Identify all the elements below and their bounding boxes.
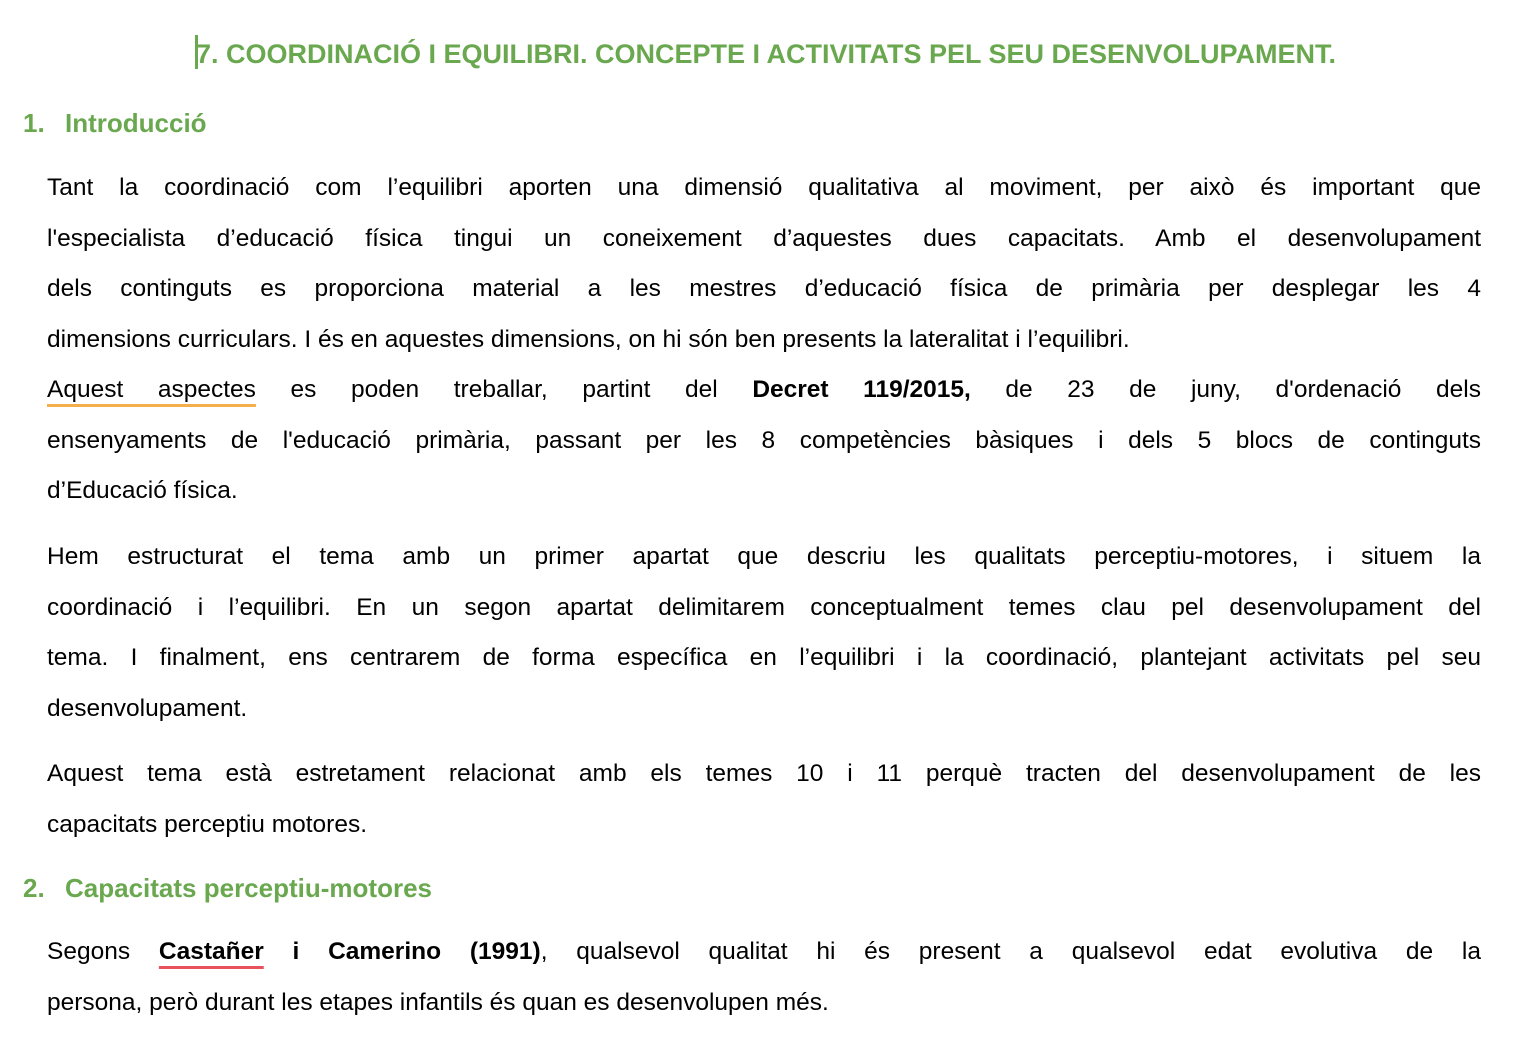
paragraph-intro-4[interactable]	[47, 749, 1481, 850]
text-line: dels continguts es proporciona material a les mestres d’educació física de primària per desplegar les 4	[47, 275, 1481, 303]
section-heading-text: Introducció	[65, 108, 207, 138]
text-line: coordinació i l’equilibri. En un segon apartat delimitarem conceptualment temes clau pel desenvolupament del	[47, 593, 1481, 621]
grammar-flagged-text[interactable]: Aquest aspectes	[47, 376, 256, 403]
text-line	[47, 927, 1481, 978]
decree-reference: Decret 119/2015,	[752, 376, 971, 403]
text-line: desenvolupament.	[47, 694, 248, 722]
document-title-text: 7. COORDINACIÓ I EQUILIBRI. CONCEPTE I ACTIVITATS PEL SEU DESENVOLUPAMENT.	[195, 39, 1337, 69]
text-run: de 23 de juny, d'ordenació dels	[970, 376, 1481, 403]
section-number: 2.	[23, 873, 45, 903]
section-heading-capacitats[interactable]	[23, 870, 432, 906]
section-heading-introduccio[interactable]	[23, 105, 207, 141]
citation-reference: i Camerino (1991)	[263, 938, 541, 965]
section-heading-text: Capacitats perceptiu-motores	[65, 873, 432, 903]
text-line: d’Educació física.	[47, 477, 238, 505]
paragraph-intro-3[interactable]	[47, 532, 1481, 734]
text-run: es poden treballar, partint del	[255, 376, 753, 403]
document-title[interactable]	[0, 32, 1531, 76]
text-line: l'especialista d’educació física tingui un coneixement d’aquestes dues capacitats. Amb el desenvolupament	[47, 224, 1481, 252]
spelling-flagged-author[interactable]: Castañer	[158, 938, 264, 965]
text-run: Segons	[47, 938, 159, 965]
paragraph-intro-1[interactable]	[47, 163, 1481, 365]
paragraph-capacitats-1[interactable]	[47, 927, 1481, 1028]
text-line	[47, 365, 1481, 416]
text-line: Tant la coordinació com l’equilibri aporten una dimensió qualitativa al moviment, per això és important que	[47, 174, 1481, 201]
text-line: persona, però durant les etapes infantils és quan es desenvolupen més.	[47, 988, 829, 1016]
section-number: 1.	[23, 108, 45, 138]
paragraph-intro-2[interactable]	[47, 365, 1481, 517]
text-line: Aquest tema està estretament relacionat amb els temes 10 i 11 perquè tracten del desenvolupament de les	[47, 760, 1481, 787]
text-line: capacitats perceptiu motores.	[47, 810, 368, 838]
text-run: , qualsevol qualitat hi és present a qualsevol edat evolutiva de la	[540, 938, 1481, 965]
text-line: tema. I finalment, ens centrarem de forma específica en l’equilibri i la coordinació, plantejant activitats pel seu	[47, 644, 1481, 672]
text-line: Hem estructurat el tema amb un primer apartat que descriu les qualitats perceptiu-motores, i situem la	[47, 543, 1481, 570]
text-line: dimensions curriculars. I és en aquestes dimensions, on hi són ben presents la lateralitat i l’equilibri.	[47, 325, 1130, 353]
text-line: ensenyaments de l'educació primària, passant per les 8 competències bàsiques i dels 5 blocs de continguts	[47, 426, 1481, 454]
